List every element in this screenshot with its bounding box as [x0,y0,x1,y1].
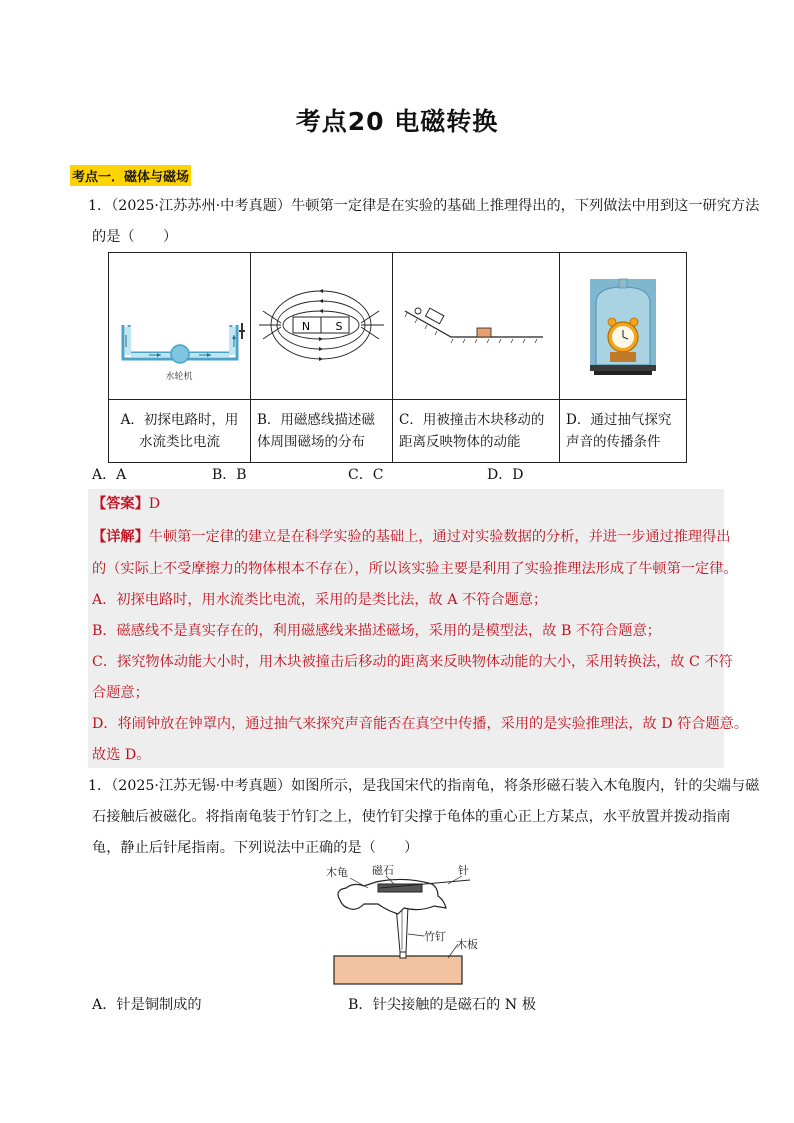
detail-line-2: 的（实际上不受摩擦力的物体根本不存在），所以该实验主要是利用了实验推理法形成了牛顿第一定律。 [92,561,738,577]
figure-kinetic-energy [393,253,560,400]
label-needle: 针 [458,864,469,877]
question-2-text-line2: 石接触后被磁化。将指南龟装于竹钉之上，使竹钉尖撑于龟体的重心正上方某点，水平放置并拨动指南 [92,809,731,825]
figure-water-circuit [109,253,251,400]
question-1-text-line2: 的是（ ） [92,229,178,245]
option-d-caption: D．通过抽气探究 声音的传播条件 [560,400,687,463]
magnet-north-pole: N [301,320,311,333]
question-2-text-line3: 龟，静止后针尾指南。下列说法中正确的是（ ） [92,840,419,856]
answer-value: D [148,496,161,512]
figure-magnetic-field [251,253,393,400]
option-b-caption: B．用磁感线描述磁 体周围磁场的分布 [251,400,393,463]
detail-line-3: A．初探电路时，用水流类比电流，采用的是类比法，故 A 不符合题意； [92,592,548,608]
label-magnet: 磁石 [372,864,394,877]
label-wood-board: 木板 [456,938,478,951]
detail-line-4: B．磁感线不是真实存在的，利用磁感线来描述磁场，采用的是模型法，故 B 不符合题意； [92,623,661,639]
detail-line-7: D．将闹钟放在钟罩内，通过抽气来探究声音能否在真空中传播，采用的是实验推理法，故 D 符合题意。 [92,716,749,732]
answer-label: 【答案】 [92,496,149,512]
water-turbine-diagram [109,253,250,395]
label-bamboo-nail: 竹钉 [424,930,446,943]
magnet-south-pole: S [335,320,343,333]
detail-line-5: C．探究物体动能大小时，用木块被撞击后移动的距离来反映物体动能的大小，采用转换法，故 C 不符 [92,654,733,670]
question-2-text-line1: 1．（2025·江苏无锡·中考真题）如图所示，是我国宋代的指南龟，将条形磁石装入木龟腹内，针的尖端与磁 [88,778,760,794]
magnetic-field-lines-diagram [251,253,392,395]
detail-label: 【详解】 [92,529,149,545]
water-turbine-label: 水轮机 [165,372,193,382]
page-title: 考点20 电磁转换 [295,107,499,136]
question-2-choice-b: B．针尖接触的是磁石的 N 极 [348,997,536,1013]
label-turtle: 木龟 [326,866,348,879]
figure-bell-jar [560,253,687,400]
detail-line-8: 故选 D。 [92,747,151,763]
question-1-text-line1: 1．（2025·江苏苏州·中考真题）牛顿第一定律是在实验的基础上推理得出的，下列做法中用到这一研究方法 [88,198,760,214]
choice-d: D．D [487,467,524,483]
choice-c: C．C [348,467,384,483]
compass-turtle-figure [320,860,490,988]
detail-line-6: 合题意； [92,685,149,701]
answer-line [92,494,160,514]
option-c-caption: C．用被撞击木块移动的 距离反映物体的动能 [393,400,560,463]
choice-b: B．B [212,467,247,483]
question-2-choice-a: A．针是铜制成的 [92,997,202,1013]
option-a-caption: A．初探电路时，用 水流类比电流 [109,400,251,463]
choice-a: A．A [92,467,127,483]
options-figure-table [108,252,687,463]
bell-jar-alarm-clock-diagram [560,253,686,395]
section-heading: 考点一．磁体与磁场 [70,165,191,186]
incline-ball-block-diagram [393,253,559,395]
detail-line-1: 【详解】牛顿第一定律的建立是在科学实验的基础上，通过对实验数据的分析，并进一步通过推理得出 [92,529,731,545]
